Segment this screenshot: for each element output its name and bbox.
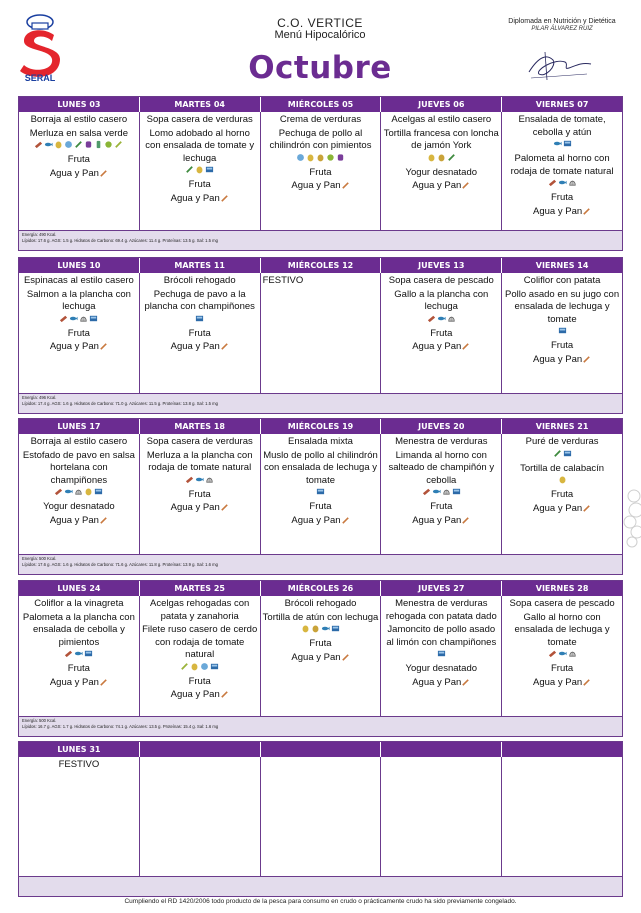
egg-allergen-icon [301, 624, 310, 638]
allergen-icons [263, 625, 379, 637]
allergen-icons [504, 450, 620, 462]
dessert: Fruta [188, 488, 211, 500]
dessert: Fruta [550, 663, 574, 675]
bread-icon [341, 652, 350, 663]
mollusc-allergen-icon [205, 475, 214, 489]
allergen-icons [263, 154, 379, 166]
day-name: MARTES 25 [140, 581, 261, 596]
bread-water [263, 652, 379, 665]
second-course: Gallo a la plancha con lechuga [394, 288, 489, 313]
grape-allergen-icon [84, 140, 93, 154]
dessert: Fruta [430, 327, 453, 339]
week-day-header [19, 419, 622, 434]
first-course: Coliflor con patata [523, 275, 601, 286]
day-menu-cell [381, 596, 502, 716]
energy-value: Energía: 496 Kcal. [22, 395, 57, 400]
milk-allergen-icon [64, 140, 73, 154]
bread-water-label: Agua y Pan [533, 353, 583, 365]
egg2-allergen-icon [311, 624, 320, 638]
signature-icon [525, 48, 595, 82]
fish-allergen-icon [69, 314, 78, 328]
second-course: Pechuga de pollo al chilindrón con pimientos [269, 127, 372, 152]
bread-water [142, 689, 258, 702]
bread-water-label: Agua y Pan [412, 514, 462, 526]
second-course: Merluza en salsa verde [29, 127, 128, 139]
second-course: Limanda al horno con salteado de champiñón y cebolla [388, 449, 495, 486]
day-menu-cell [140, 596, 261, 716]
bread-water [21, 341, 137, 354]
bread-water-label: Agua y Pan [49, 167, 99, 179]
energy-value: Energía: 500 Kcal. [22, 556, 57, 561]
nutrition-info [19, 393, 622, 413]
week-block [18, 741, 623, 897]
allergen-icons [21, 488, 137, 500]
allergen-icons [383, 154, 499, 166]
nutrition-info [19, 716, 622, 736]
day-name: LUNES 17 [19, 419, 140, 434]
box-allergen-icon [316, 487, 325, 501]
day-name: MARTES 18 [140, 419, 261, 434]
nutrients-values: Lípidos: 16.7 g. AGS: 1.7 g. Hidratos de Carbono: 74.1 g. Azúcares: 13.5 g. Proteínas: 15.4 g. Sal: 1.6 mg [22, 724, 219, 729]
week-day-header [19, 742, 622, 757]
meat-allergen-icon [548, 178, 557, 192]
first-course: Menestra de verduras [395, 436, 488, 447]
box-allergen-icon [563, 139, 572, 153]
milk-allergen-icon [200, 662, 209, 676]
second-course: Estofado de pavo en salsa hortelana con champiñones [22, 449, 135, 486]
first-course: Brócoli rehogado [163, 275, 236, 286]
second-course: Palometa a la plancha con ensalada de cebolla y pimientos [22, 611, 135, 648]
week-cells [19, 434, 622, 554]
fish-allergen-icon [321, 624, 330, 638]
fish-allergen-icon [553, 139, 562, 153]
second-course: Merluza a la plancha con rodaja de tomate natural [146, 449, 253, 474]
day-menu-cell [140, 273, 261, 393]
week-block [18, 257, 623, 414]
first-course: Borraja al estilo casero [30, 436, 128, 447]
day-name: MIÉRCOLES 19 [261, 419, 382, 434]
center-subtitle: Menú Hipocalórico [274, 29, 366, 41]
day-name: MARTES 11 [140, 258, 261, 273]
week-day-header [19, 258, 622, 273]
box-allergen-icon [84, 649, 93, 663]
day-name: LUNES 31 [19, 742, 140, 757]
egg-allergen-icon [190, 662, 199, 676]
bread-water [21, 677, 137, 690]
bread-icon [220, 689, 229, 700]
mustard-allergen-icon [114, 140, 123, 154]
egg-allergen-icon [84, 487, 93, 501]
box-allergen-icon [94, 487, 103, 501]
meat-allergen-icon [34, 140, 43, 154]
bread-water [383, 677, 499, 690]
bread-water [504, 677, 620, 690]
energy-value: Energía: 490 Kcal. [22, 232, 57, 237]
bread-water-label: Agua y Pan [170, 192, 220, 204]
bread-water-label: Agua y Pan [291, 651, 341, 663]
bread-water-label: Agua y Pan [533, 676, 583, 688]
dessert: Fruta [550, 489, 574, 501]
egg-allergen-icon [54, 140, 63, 154]
box-allergen-icon [210, 662, 219, 676]
meat-allergen-icon [64, 649, 73, 663]
allergen-icons [142, 166, 258, 178]
dessert: Fruta [550, 192, 574, 204]
dietitian-title: Diplomada en Nutrición y Dietética [508, 18, 616, 25]
day-menu-cell [261, 596, 382, 716]
veg-allergen-icon [185, 165, 194, 179]
bread-water-label: Agua y Pan [49, 341, 99, 353]
allergen-icons [504, 140, 620, 152]
day-name: VIERNES 21 [535, 422, 589, 431]
day-name [381, 742, 502, 757]
dessert: Fruta [188, 675, 211, 687]
day-menu-cell [502, 273, 622, 393]
first-course: Crema de verduras [279, 114, 362, 125]
day-menu-cell [261, 757, 382, 876]
day-menu-cell [502, 596, 622, 716]
week-cells [19, 273, 622, 393]
second-course: Jamoncito de pollo asado al limón con champiñones [386, 624, 497, 648]
bread-water-label: Agua y Pan [49, 676, 99, 688]
veg-allergen-icon [447, 153, 456, 167]
dairy-allergen-icon [94, 140, 103, 154]
day-menu-cell [19, 596, 140, 716]
day-menu-cell [140, 757, 261, 876]
day-name: LUNES 24 [19, 581, 140, 596]
first-course: Sopa casera de verduras [146, 436, 253, 447]
bread-icon [99, 677, 108, 688]
meat-allergen-icon [422, 487, 431, 501]
allergen-icons [21, 141, 137, 153]
bread-water [142, 502, 258, 515]
mollusc-allergen-icon [79, 314, 88, 328]
meat-allergen-icon [185, 475, 194, 489]
milk-allergen-icon [296, 153, 305, 167]
bread-icon [341, 180, 350, 191]
second-course: Tortilla de atún con lechuga [262, 611, 379, 623]
day-menu-cell [381, 434, 502, 554]
bread-water-label: Agua y Pan [49, 514, 99, 526]
week-block [18, 418, 623, 575]
first-course: FESTIVO [58, 759, 100, 770]
box-allergen-icon [331, 624, 340, 638]
second-course: Salmon a la plancha con lechuga [26, 288, 131, 313]
day-menu-cell [19, 757, 140, 876]
first-course: Ensalada de tomate, cebolla y atún [518, 114, 606, 138]
week-block [18, 96, 623, 251]
day-name: JUEVES 06 [381, 97, 502, 112]
box-allergen-icon [563, 449, 572, 463]
day-name [502, 742, 622, 757]
bread-water [504, 354, 620, 367]
nutrients-values: Lípidos: 17.6 g. AGS: 1.6 g. Hidratos de Carbono: 71.6 g. Azúcares: 11.8 g. Proteínas: 13.9 g. Sal: 1.6 mg [22, 562, 218, 567]
mollusc-allergen-icon [447, 314, 456, 328]
second-course: Tortilla francesa con loncha de jamón York [383, 127, 499, 152]
day-menu-cell [261, 434, 382, 554]
veg-allergen-icon [553, 449, 562, 463]
first-course: Sopa casera de pescado [509, 598, 615, 609]
month-title: Octubre [248, 50, 392, 86]
dessert: Fruta [309, 638, 332, 650]
bread-water [263, 515, 379, 528]
egg2-allergen-icon [316, 153, 325, 167]
dessert: Fruta [67, 154, 90, 166]
bread-water-label: Agua y Pan [412, 676, 462, 688]
box-allergen-icon [195, 314, 204, 328]
egg-allergen-icon [195, 165, 204, 179]
mollusc-allergen-icon [74, 487, 83, 501]
bread-water-label: Agua y Pan [412, 180, 462, 192]
mollusc-allergen-icon [568, 649, 577, 663]
day-menu-cell [502, 434, 622, 554]
egg-allergen-icon [306, 153, 315, 167]
day-menu-cell [261, 112, 382, 230]
bread-water-label: Agua y Pan [170, 341, 220, 353]
bread-icon [582, 677, 591, 688]
fish-allergen-icon [44, 140, 53, 154]
energy-value: Energía: 500 Kcal. [22, 718, 57, 723]
meat-allergen-icon [54, 487, 63, 501]
meat-allergen-icon [548, 649, 557, 663]
allergen-icons [21, 315, 137, 327]
second-course: Filete ruso casero de cerdo con rodaja de tomate natural [142, 624, 258, 661]
veg-allergen-icon [74, 140, 83, 154]
first-course: Borraja al estilo casero [30, 114, 128, 125]
fish-allergen-icon [195, 475, 204, 489]
allergen-icons [142, 663, 258, 675]
first-course: Menestra de verduras rehogada con patata dado [385, 598, 497, 622]
nutrition-info [19, 230, 622, 250]
grapes-decoration-icon [620, 488, 641, 548]
bread-water-label: Agua y Pan [291, 514, 341, 526]
allergen-icons [383, 488, 499, 500]
dessert: Fruta [430, 501, 453, 513]
egg2-allergen-icon [437, 153, 446, 167]
bread-icon [341, 515, 350, 526]
week-cells [19, 757, 622, 876]
day-menu-cell [502, 757, 622, 876]
day-menu-cell [19, 273, 140, 393]
fish-allergen-icon [74, 649, 83, 663]
first-course: FESTIVO [262, 275, 304, 286]
bread-water [142, 341, 258, 354]
nutrition-info [19, 554, 622, 574]
meat-allergen-icon [427, 314, 436, 328]
dessert: Yogur desnatado [405, 663, 478, 675]
second-course: Lomo adobado al horno con ensalada de tomate y lechuga [145, 127, 255, 164]
fish-allergen-icon [432, 487, 441, 501]
bread-icon [461, 341, 470, 352]
bread-water [383, 180, 499, 193]
day-name: VIERNES 28 [535, 584, 589, 593]
box-allergen-icon [452, 487, 461, 501]
second-course: Pollo asado en su jugo con ensalada de lechuga y tomate [505, 288, 620, 325]
dessert: Yogur desnatado [43, 501, 115, 513]
nutrition-info [19, 876, 622, 896]
day-name [140, 742, 261, 757]
week-day-header [19, 97, 622, 112]
day-menu-cell [261, 273, 382, 393]
bread-icon [99, 515, 108, 526]
day-menu-cell [19, 112, 140, 230]
bread-water [142, 193, 258, 206]
allergen-icons [383, 315, 499, 327]
day-name: LUNES 10 [19, 258, 140, 273]
egg-allergen-icon [558, 475, 567, 489]
allergen-icons [504, 327, 620, 339]
bread-water-label: Agua y Pan [170, 689, 220, 701]
mollusc-allergen-icon [442, 487, 451, 501]
day-menu-cell [502, 112, 622, 230]
day-menu-cell [381, 757, 502, 876]
first-course: Brócoli rehogado [284, 598, 357, 609]
page-header [0, 0, 641, 95]
fish-allergen-icon [558, 178, 567, 192]
nutrients-values: Lípidos: 17.4 g. AGS: 1.6 g. Hidratos de Carbono: 71.0 g. Azúcares: 11.5 g. Proteínas: 13.8 g. Sal: 1.5 mg [22, 401, 218, 406]
dietitian-name: PILAR ÁLVAREZ RUIZ [531, 26, 593, 32]
dessert: Fruta [67, 327, 90, 339]
bread-icon [461, 515, 470, 526]
bread-water [263, 180, 379, 193]
bread-water [383, 515, 499, 528]
bread-icon [99, 168, 108, 179]
fish-allergen-icon [64, 487, 73, 501]
bread-water [21, 515, 137, 528]
dietitian-block [492, 18, 632, 32]
allergen-icons-secondary [504, 179, 620, 191]
allergen-icons [383, 650, 499, 662]
dessert: Fruta [188, 179, 211, 191]
bread-icon [582, 206, 591, 217]
allergen-icons [21, 650, 137, 662]
center-heading [220, 16, 420, 41]
bread-water-label: Agua y Pan [412, 341, 462, 353]
veg2-allergen-icon [104, 140, 113, 154]
allergen-icons [504, 650, 620, 662]
day-name: VIERNES 14 [535, 261, 589, 270]
dessert: Fruta [188, 327, 211, 339]
day-menu-cell [381, 273, 502, 393]
first-course: Ensalada mixta [288, 436, 353, 447]
brand-name: SERAL [24, 73, 56, 83]
dessert: Fruta [550, 340, 574, 352]
fish-allergen-icon [558, 649, 567, 663]
second-course: Pechuga de pavo a la plancha con champiñones [144, 288, 255, 313]
bread-water [383, 341, 499, 354]
bread-icon [582, 354, 591, 365]
week-cells [19, 596, 622, 716]
bread-icon [220, 341, 229, 352]
dessert: Yogur desnatado [405, 166, 478, 178]
second-course: Palometa al horno con rodaja de tomate natural [510, 153, 614, 177]
bread-water [504, 206, 620, 219]
veg2-allergen-icon [326, 153, 335, 167]
day-name: JUEVES 27 [381, 581, 502, 596]
dessert: Fruta [67, 663, 90, 675]
meat-allergen-icon [59, 314, 68, 328]
bread-water-label: Agua y Pan [291, 180, 341, 192]
bread-water [504, 503, 620, 516]
second-course: Gallo al horno con ensalada de lechuga y tomate [514, 611, 610, 648]
day-menu-cell [140, 434, 261, 554]
day-name: JUEVES 20 [381, 419, 502, 434]
bread-icon [461, 677, 470, 688]
egg-allergen-icon [427, 153, 436, 167]
bread-icon [99, 341, 108, 352]
bread-icon [220, 193, 229, 204]
second-course: Tortilla de calabacín [520, 462, 605, 474]
bread-water-label: Agua y Pan [533, 205, 583, 217]
first-course: Sopa casera de pescado [388, 275, 494, 286]
week-cells [19, 112, 622, 230]
grape-allergen-icon [336, 153, 345, 167]
bread-water-label: Agua y Pan [533, 502, 583, 514]
mustard-allergen-icon [180, 662, 189, 676]
nutrients-values: Lípidos: 17.6 g. AGS: 1.5 g. Hidratos de Carbono: 69.4 g. Azúcares: 11.4 g. Proteínas: 13.5 g. Sal: 1.5 mg [22, 238, 218, 243]
fish-allergen-icon [437, 314, 446, 328]
day-name: LUNES 03 [19, 97, 140, 112]
dessert: Fruta [309, 166, 332, 178]
center-title: C.O. VERTICE [277, 16, 363, 30]
day-name: MIÉRCOLES 12 [261, 258, 382, 273]
first-course: Acelgas al estilo casero [391, 114, 492, 125]
bread-icon [220, 502, 229, 513]
bread-icon [582, 503, 591, 514]
first-course: Coliflor a la vinagreta [34, 598, 124, 609]
first-course: Puré de verduras [525, 436, 599, 447]
footer-note: Cumpliendo el RD 1420/2006 todo producto de la pesca para consumo en crudo o prácticamente crudo ha sido previamente congelado. [124, 898, 517, 905]
day-name: MIÉRCOLES 26 [261, 581, 382, 596]
dessert: Fruta [309, 501, 332, 513]
week-block [18, 580, 623, 737]
first-course: Sopa casera de verduras [146, 114, 253, 125]
allergen-icons [142, 476, 258, 488]
bread-water [21, 168, 137, 181]
box-allergen-icon [558, 326, 567, 340]
day-name: VIERNES 07 [535, 100, 589, 109]
day-menu-cell [381, 112, 502, 230]
allergen-icons [142, 315, 258, 327]
bread-water-label: Agua y Pan [170, 502, 220, 514]
box-allergen-icon [205, 165, 214, 179]
first-course: Espinacas al estilo casero [23, 275, 134, 286]
allergen-icons-secondary [504, 476, 620, 488]
day-name: MIÉRCOLES 05 [261, 97, 382, 112]
box-allergen-icon [89, 314, 98, 328]
day-menu-cell [19, 434, 140, 554]
first-course: Acelgas rehogadas con patata y zanahoria [150, 598, 250, 622]
second-course: Muslo de pollo al chilindrón con ensalada de lechuga y tomate [263, 449, 378, 486]
day-menu-cell [140, 112, 261, 230]
day-name [261, 742, 382, 757]
week-day-header [19, 581, 622, 596]
bread-icon [461, 180, 470, 191]
mollusc-allergen-icon [568, 178, 577, 192]
day-name: MARTES 04 [140, 97, 261, 112]
allergen-icons [263, 488, 379, 500]
box-allergen-icon [437, 649, 446, 663]
day-name: JUEVES 13 [381, 258, 502, 273]
